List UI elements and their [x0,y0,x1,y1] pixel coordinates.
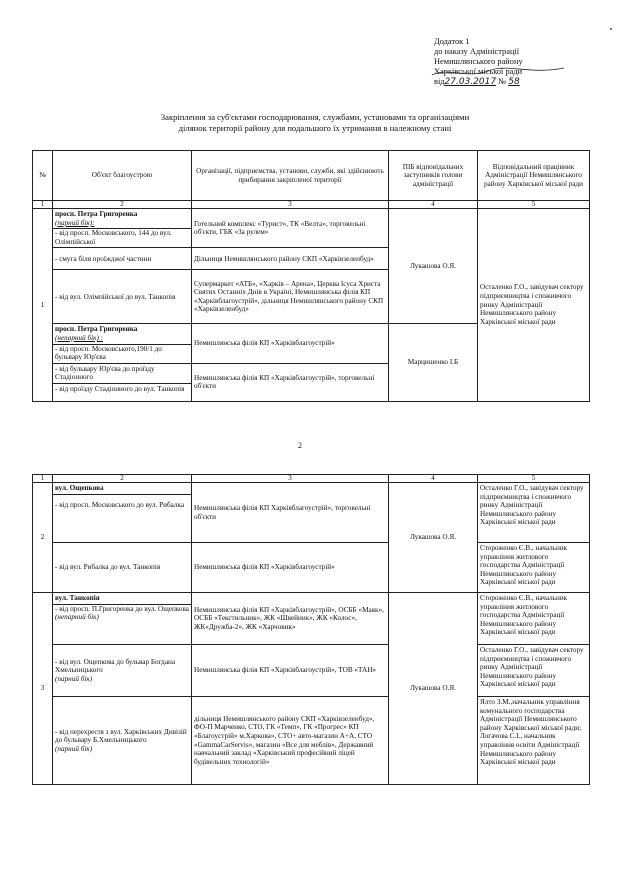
number-value: 58 [508,77,520,87]
colnum-2: 2 [53,475,192,483]
date-value: 27.03.2017 [444,77,497,87]
orgs-cell: Готельний комплекс «Турист», ТК «Велта», торговельні об'єкти, ГБК «За рулем» [192,209,389,248]
column-number-row [33,475,590,483]
orgs-cell: дільниця Немишлянського району СКП «Харківзеленбуд», ФО-П Марченко, СТО, ГК «Темп», ГК «Прогрес» КП «Благоустрій» м.Харкова», СТО+ авто-магазин А+А, СТО «GammaCarServis», магазин «Все для меблів», Державний навчальний заклад «Харківський професійний ліцей будівельних технологій» [192,697,389,785]
object-segment: - від бульвару Юр'єва до проїзду Стадіонного [53,363,192,383]
deputy-cell: Марцишенко І.Б [389,324,478,402]
deputy-cell: Лукашова О.Я. [389,209,478,324]
object-cell [53,483,192,543]
orgs-cell: Немишлянська філія КП «Харківблагоустрій», ОСББ «Маяк», ОСББ «Текстильник», ЖК «Швейник», ЖК «Колос», ЖК«Дружба-2», ЖК «Харчовик» [192,593,389,645]
orgs-cell: Немишлянська філія КП «Харківблагоустрій», ТОВ «ТАН» [192,645,389,697]
table-row [33,209,590,248]
addendum-line-2: до наказу Адміністрації [434,47,520,56]
signature-stroke-icon [428,65,568,79]
table-header-row [33,151,590,201]
header-responsible: Відповідальний працівник Адміністрації Немишлянського району Харківської міської ради [478,151,590,201]
deputy-cell: Лукашова О.Я. [389,593,478,785]
colnum-5: 5 [478,201,590,209]
responsible-cell: Стороженко Є.В., начальник управління житлового господарства Адміністрації Немишлянського району Харківської міської ради [478,593,590,645]
colnum-4: 4 [389,201,478,209]
street-name: просп. Петра Григоренка [55,325,138,334]
street-side: (парний бік): [55,218,95,227]
street-side: (непарний бік) [55,613,99,622]
object-segment: - від просп. Московського до вул. Рибалка [53,494,191,510]
street-name: просп. Петра Григоренка [55,210,138,218]
object-cell [53,593,192,645]
row-number: 2 [33,483,53,593]
table-row [33,593,590,645]
segment-text: - від просп. П.Григоренка до вул. Ощепкова [55,604,189,613]
orgs-cell: Дільниця Немишлянського району СКП «Харківзеленбуд» [192,248,389,270]
object-segment [53,604,191,622]
colnum-5: 5 [478,475,590,483]
row-number: 1 [33,209,53,402]
addendum-line-4: Харківської міської ради [434,67,523,76]
orgs-cell: Супермаркет «АТБ», «Харків – Арена», Церква Ісуса Христа Святих Останніх Днів в Україні, Немишлянська філія КП «Харківблагоустрій», дільниця Немишлянського району СКП «Харківзеленбуд» [192,270,389,324]
segment-text: - від перехрестя з вул. Харківських Дивізій до бульвару Б.Хмельницького [55,727,187,745]
street-name: вул. Танкопія [55,594,100,602]
row-number: 3 [33,593,53,785]
responsible-cell: Осталенко Г.О., завідувач сектору підприємництва і споживчого ринку Адміністрації Немишлянського району Харківської міської ради [478,209,590,402]
orgs-cell: Немишлянська філія КП «Харківблагоустрій» [192,543,389,593]
street-name: вул. Ощепкова [55,484,104,492]
responsible-cell: Стороженко Є.В., начальник управління житлового господарства Адміністрації Немишлянського району Харківської міської ради [478,543,590,593]
object-cell [53,697,192,785]
title-line-1: Закріплення за суб'єктами господарювання, службами, установами та організаціями [160,112,470,122]
object-segment: - від просп. Московського,190/1 до бульвару Юр'єва [53,344,191,362]
responsible-cell: Ялто З.М.,начальник управління комунального господарства Адміністрації Немишлянського району Харківської міської ради; Логачова С.І., начальник управління освіти Адміністрації Немишлянського району Харківської міської ради [478,697,590,785]
header-orgs: Організації, підприємства, установи, служби, які здійснюють прибирання закріпленої території [192,151,389,201]
header-deputy: ПІБ відповідальних заступників голови адміністрації [389,151,478,201]
colnum-2: 2 [53,201,192,209]
street-side: (парний бік) [55,674,93,683]
scan-mark [610,28,612,30]
addendum-line-1: Додаток 1 [434,37,470,46]
assignment-table-1 [32,150,590,402]
object-cell [53,645,192,697]
date-prefix: від [434,77,445,86]
table-row [33,483,590,543]
colnum-3: 3 [192,201,389,209]
page-number: 2 [298,441,302,450]
object-cell [53,209,192,248]
colnum-4: 4 [389,475,478,483]
object-segment: - від просп. Московського, 144 до вул. Олімпійської [53,228,191,246]
object-cell [53,324,192,363]
segment-text: - від вул. Ощепкова до бульвар Богдана Хмельницького [55,657,176,675]
orgs-cell: Немишлянська філія КП Харківблагоустрій», торговельні об'єкти [192,483,389,543]
addendum-date-line [434,77,523,87]
street-side: (непарний бік) : [55,333,104,342]
table-row [33,645,590,697]
deputy-cell: Лукашова О.Я. [389,483,478,593]
responsible-cell: Осталенко Г.О., завідувач сектору підприємництва і споживчого ринку Адміністрації Немишлянського району Харківської міської ради [478,483,590,543]
table-row [33,543,590,593]
colnum-1: 1 [33,201,53,209]
orgs-cell: Немишлянська філія КП «Харківблагоустрій», торговельні об'єкти [192,363,389,401]
assignment-table-2 [32,474,590,785]
document-title [130,112,500,134]
colnum-3: 3 [192,475,389,483]
title-line-2: ділянок території району для подальшого їх утримання в належному стані [178,123,452,133]
header-num: № [33,151,53,201]
object-segment: - від проїзду Стадіонного до вул. Танкопія [53,383,192,401]
responsible-cell: Осталенко Г.О., завідувач сектору підприємництва і споживчого ринку Адміністрації Немишлянського району Харківської міської ради [478,645,590,697]
object-segment: - смуга біля проїжджої частини [53,248,192,270]
orgs-cell: Немишлянська філія КП «Харківблагоустрій» [192,324,389,363]
column-number-row [33,201,590,209]
number-prefix: № [498,77,507,86]
addendum-block [434,37,523,87]
object-segment: - від вул. Олімпійської до вул. Танкопія [53,270,192,324]
object-segment: - від вул. Рибалка до вул. Танкопія [53,543,192,593]
header-object: Об'єкт благоустрою [53,151,192,201]
colnum-1: 1 [33,475,53,483]
table-row [33,697,590,785]
addendum-line-3: Немишлянського району [434,57,523,66]
street-side: (парний бік) [55,744,93,753]
